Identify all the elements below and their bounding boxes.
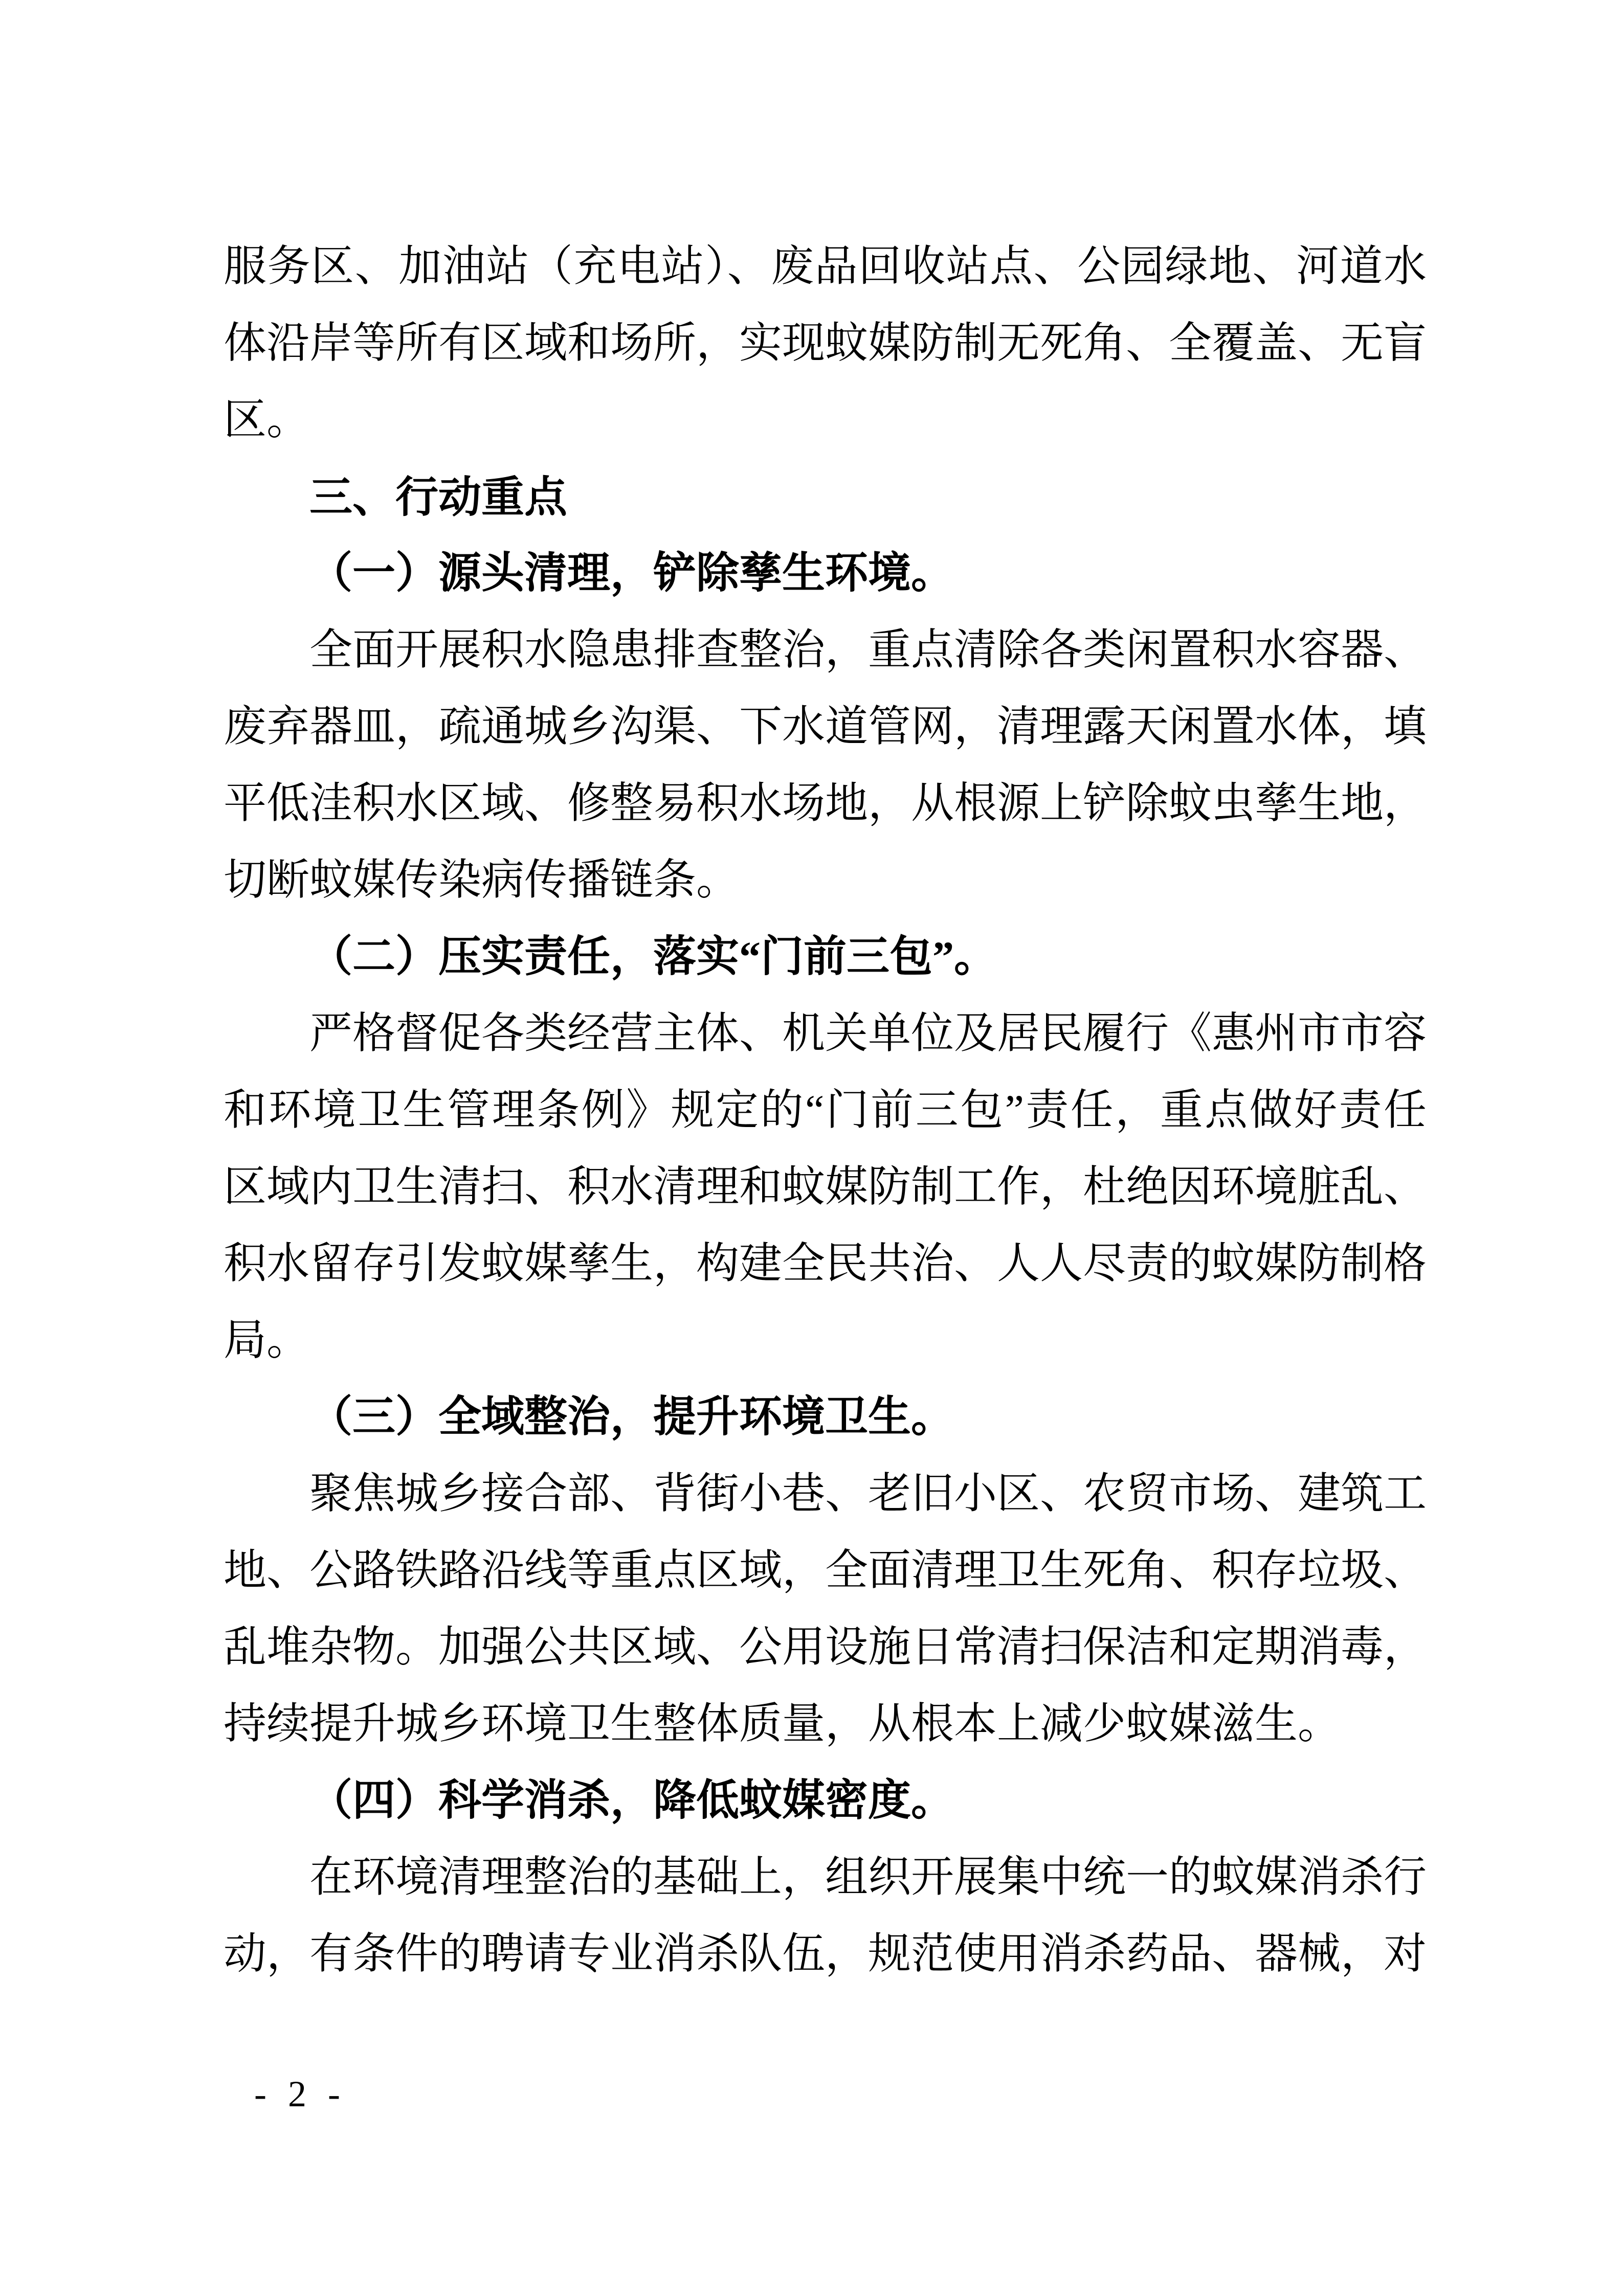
- text-line: 严格督促各类经营主体、机关单位及居民履行《惠州市市容: [309, 1010, 1427, 1057]
- text-line: （三）全域整治，提升环境卫生。: [309, 1393, 954, 1441]
- text-line: 持续提升城乡环境卫生整体质量，从根本上减少蚊媒滋生。: [224, 1700, 1341, 1748]
- text-line: 区。: [224, 396, 310, 444]
- text-line: （四）科学消杀，降低蚊媒密度。: [309, 1777, 954, 1825]
- text-line: 乱堆杂物。加强公共区域、公用设施日常清扫保洁和定期消毒，: [224, 1624, 1427, 1671]
- text-line: 平低洼积水区域、修整易积水场地，从根源上铲除蚊虫孳生地，: [224, 780, 1427, 827]
- text-line: 三、行动重点: [309, 473, 568, 521]
- text-line: 聚焦城乡接合部、背街小巷、老旧小区、农贸市场、建筑工: [309, 1470, 1427, 1518]
- text-line: 和环境卫生管理条例》规定的“门前三包”责任，重点做好责任: [224, 1087, 1427, 1134]
- text-line: 动，有条件的聘请专业消杀队伍，规范使用消杀药品、器械，对: [224, 1930, 1427, 1978]
- text-line: （一）源头清理，铲除孳生环境。: [309, 550, 954, 597]
- text-line: 区域内卫生清扫、积水清理和蚊媒防制工作，杜绝因环境脏乱、: [224, 1163, 1427, 1211]
- text-line: 切断蚊媒传染病传播链条。: [224, 857, 740, 904]
- text-line: 在环境清理整治的基础上，组织开展集中统一的蚊媒消杀行: [309, 1854, 1427, 1901]
- text-line: （二）压实责任，落实“门前三包”。: [309, 933, 997, 981]
- page-number: - 2 -: [254, 2074, 346, 2114]
- text-line: 体沿岸等所有区域和场所，实现蚊媒防制无死角、全覆盖、无盲: [224, 320, 1427, 367]
- text-line: 地、公路铁路沿线等重点区域，全面清理卫生死角、积存垃圾、: [224, 1547, 1427, 1594]
- document-body: [224, 229, 1427, 1993]
- text-line: 积水留存引发蚊媒孳生，构建全民共治、人人尽责的蚊媒防制格: [224, 1240, 1427, 1288]
- text-line: 服务区、加油站（充电站）、废品回收站点、公园绿地、河道水: [224, 243, 1427, 290]
- text-line: 废弃器皿，疏通城乡沟渠、下水道管网，清理露天闲置水体，填: [224, 703, 1427, 751]
- text-line: 局。: [224, 1317, 310, 1364]
- text-line: 全面开展积水隐患排查整治，重点清除各类闲置积水容器、: [309, 626, 1427, 674]
